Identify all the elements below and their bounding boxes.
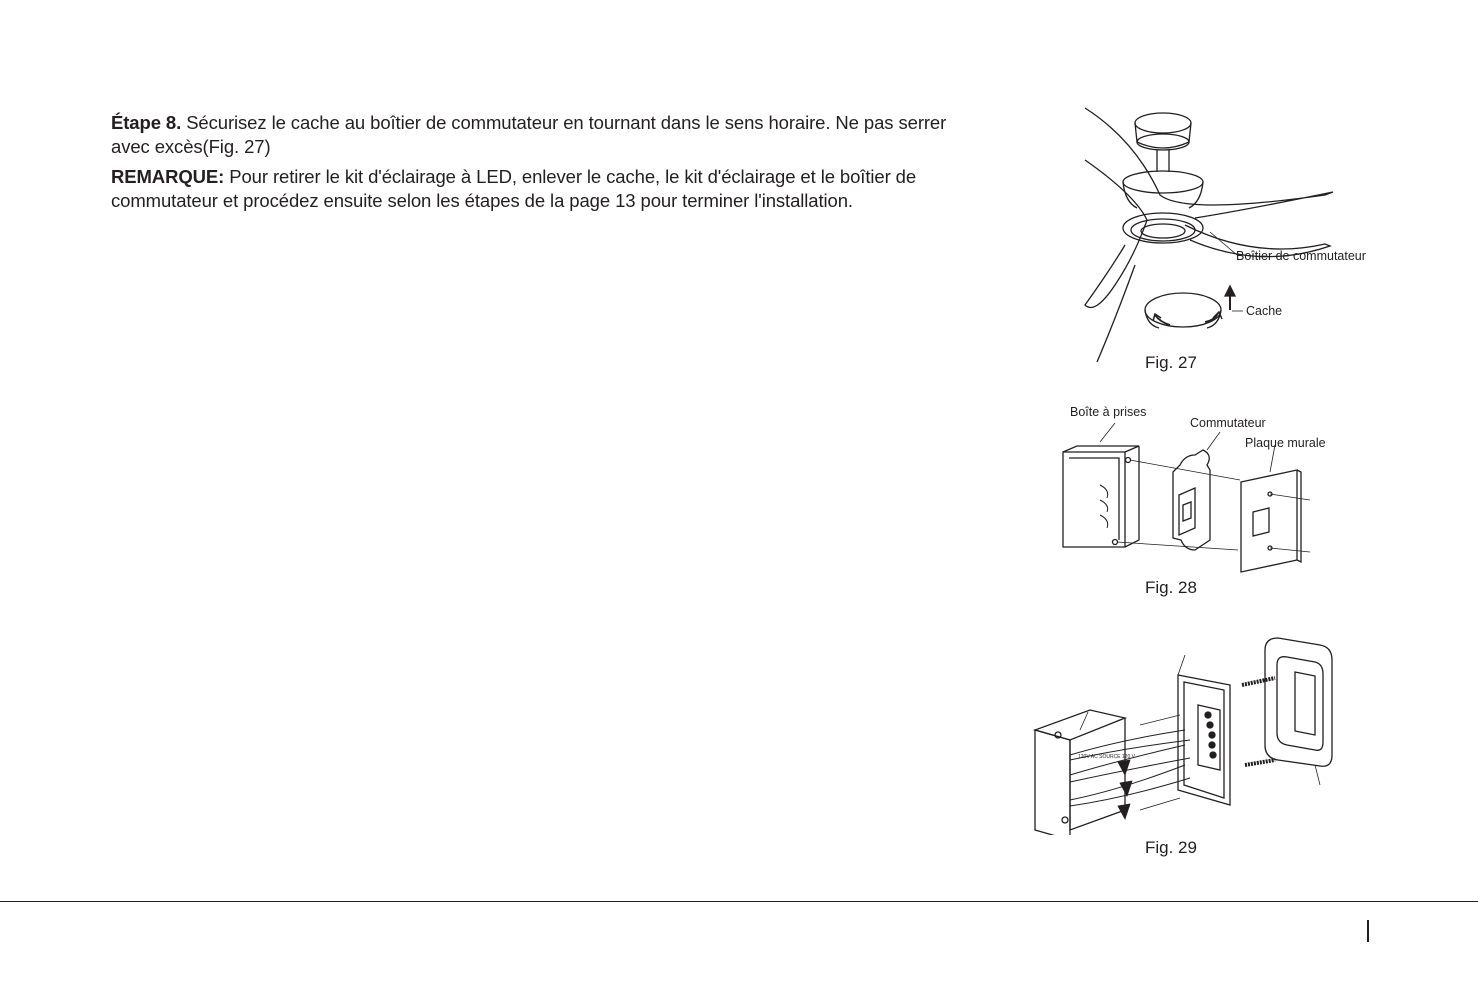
fig-28-caption: Fig. 28 bbox=[1145, 578, 1197, 597]
step-8-paragraph bbox=[111, 111, 961, 159]
note-label: REMARQUE: bbox=[111, 166, 225, 187]
instruction-text bbox=[111, 111, 961, 219]
figure-27 bbox=[1075, 100, 1385, 380]
outlet-box-callout: Boîte à prises bbox=[1070, 405, 1147, 419]
note-paragraph bbox=[111, 165, 961, 213]
wall-control-install-illustration bbox=[1030, 630, 1340, 835]
footer-divider bbox=[0, 901, 1478, 902]
step-label: Étape 8. bbox=[111, 112, 182, 133]
fig-27-caption: Fig. 27 bbox=[1145, 353, 1197, 372]
figure-28 bbox=[1055, 400, 1345, 600]
figure-29 bbox=[1030, 630, 1340, 865]
fan-switch-housing-illustration bbox=[1075, 100, 1385, 370]
note-text: Pour retirer le kit d'éclairage à LED, enlever le cache, le kit d'éclairage et le boîtier de commutateur et procédez ensuite selon les étapes de la page 13 pour terminer l'installation. bbox=[111, 166, 917, 211]
switch-housing-callout: Boîtier de commutateur bbox=[1236, 249, 1366, 263]
fig-29-caption: Fig. 29 bbox=[1145, 838, 1197, 857]
voltage-label: 120V AC SOURCE 120 V bbox=[1078, 754, 1135, 760]
step-text: Sécurisez le cache au boîtier de commutateur en tournant dans le sens horaire. Ne pas serrer avec excès(Fig. 27) bbox=[111, 112, 947, 157]
page-number-bar bbox=[1367, 920, 1369, 942]
wall-plate-callout: Plaque murale bbox=[1245, 436, 1326, 450]
switch-callout: Commutateur bbox=[1190, 416, 1266, 430]
cover-callout: Cache bbox=[1246, 304, 1283, 318]
